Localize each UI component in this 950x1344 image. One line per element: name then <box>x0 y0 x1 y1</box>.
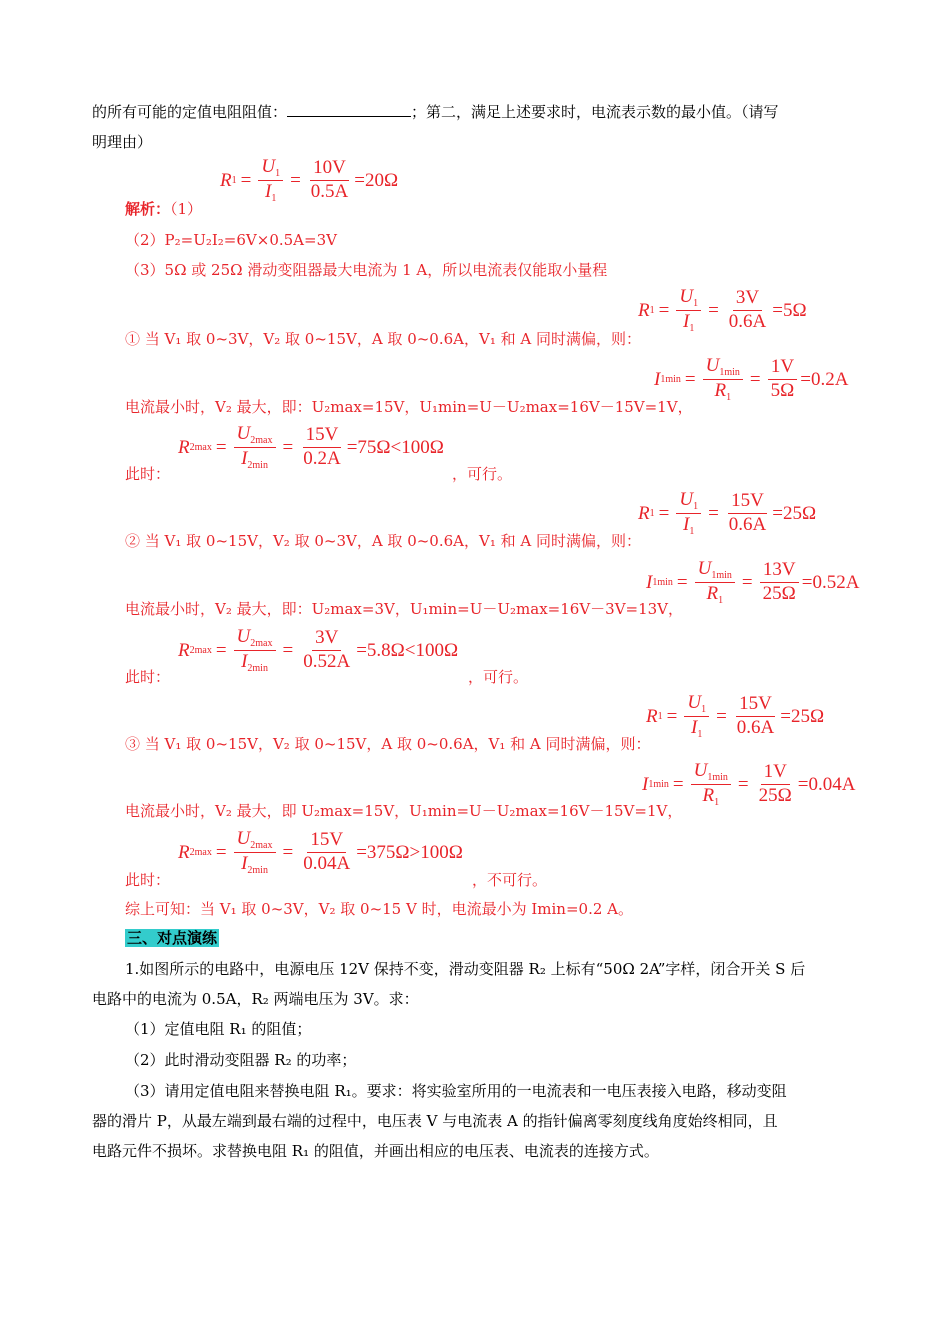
problem-sub-1: （1）定值电阻 R₁ 的阻值； <box>125 1020 312 1038</box>
case2-line-c: 此时： <box>125 668 171 686</box>
case3-eq-r1: R 1 = $\frac{U_1}{I_1}$ = $\frac{15V}{0.6A}$ =25Ω <box>646 692 825 740</box>
problem-line-2: 电路中的电流为 0.5A，R₂ 两端电压为 3V。求： <box>92 990 419 1008</box>
problem-sub-3-line-3: 电路元件不损坏。求替换电阻 R₁ 的阻值，并画出相应的电压表、电流表的连接方式。 <box>92 1142 659 1160</box>
section-heading <box>125 927 219 948</box>
case1-eq-r2max: R 2max = $\frac{U_{2max}}{I_{2min}}$ = $\frac{15V}{0.2A}$ =75Ω<100Ω <box>178 423 444 471</box>
case1-line-b: 电流最小时，V₂ 最大，即：U₂max=15V，U₁min=U－U₂max=16V－15V=1V， <box>125 398 693 416</box>
case1-eq-r1: R 1 = $\frac{U_1}{I_1}$ = $\frac{3V}{0.6A}$ =5Ω <box>638 286 807 334</box>
intro-text-b: ；第二，满足上述要求时，电流表示数的最小值。（请写 <box>411 103 779 121</box>
intro-line-2: 明理由） <box>92 133 153 151</box>
case2-line-c-end: ，可行。 <box>468 668 529 686</box>
intro-line-1 <box>92 101 779 122</box>
analysis-part-3: （3）5Ω 或 25Ω 滑动变阻器最大电流为 1 A，所以电流表仅能取小量程 <box>125 261 608 279</box>
case2-eq-r1: R 1 = $\frac{U_1}{I_1}$ = $\frac{15V}{0.6A}$ =25Ω <box>638 489 817 537</box>
problem-sub-2: （2）此时滑动变阻器 R₂ 的功率； <box>125 1051 357 1069</box>
case2-line-b: 电流最小时，V₂ 最大，即：U₂max=3V，U₁min=U－U₂max=16V－3V=13V， <box>125 600 684 618</box>
case1-line-c: 此时： <box>125 465 171 483</box>
case3-eq-imin: I 1min = $\frac{U_{1min}}{R_1}$ = $\frac{1V}{25\Omega}$ =0.04A <box>642 760 856 808</box>
problem-sub-3-line-2: 器的滑片 P，从最左端到最右端的过程中，电压表 V 与电流表 A 的指针偏离零刻度线角度始终相同，且 <box>92 1112 778 1130</box>
case3-line-b: 电流最小时，V₂ 最大，即 U₂max=15V，U₁min=U－U₂max=16V－15V=1V， <box>125 802 683 820</box>
section-title: 三、对点演练 <box>127 929 218 947</box>
case3-line-c: 此时： <box>125 871 171 889</box>
equation-r1-part1: R 1 = $\frac{U_1}{I_1}$ = $\frac{10V}{0.5A}$ =20Ω <box>220 156 399 204</box>
case1-eq-imin: I 1min = $\frac{U_{1min}}{R_1}$ = $\frac{1V}{5\Omega}$ =0.2A <box>654 355 849 403</box>
intro-text-a: 的所有可能的定值电阻阻值： <box>92 103 288 121</box>
problem-line-1: 1.如图所示的电路中，电源电压 12V 保持不变，滑动变阻器 R₂ 上标有“50Ω 2A”字样，闭合开关 S 后 <box>125 960 806 978</box>
case1-line-c-end: ，可行。 <box>452 465 513 483</box>
problem-sub-3-line-1: （3）请用定值电阻来替换电阻 R₁。要求：将实验室所用的一电流表和一电压表接入电路，移动变阻 <box>125 1082 787 1100</box>
case3-line-c-end: ，不可行。 <box>472 871 548 889</box>
analysis-part-2: （2）P₂=U₂I₂=6V×0.5A=3V <box>125 231 337 249</box>
case3-line-a: ③ 当 V₁ 取 0~15V，V₂ 取 0~15V，A 取 0~0.6A，V₁ 和 A 同时满偏，则： <box>125 735 651 753</box>
case2-eq-r2max: R 2max = $\frac{U_{2max}}{I_{2min}}$ = $\frac{3V}{0.52A}$ =5.8Ω<100Ω <box>178 626 459 674</box>
answer-blank <box>287 102 411 117</box>
analysis-label: 解析： <box>125 200 171 218</box>
analysis-part-1: （1） <box>170 200 203 218</box>
case3-eq-r2max: R 2max = $\frac{U_{2max}}{I_{2min}}$ = $\frac{15V}{0.04A}$ =375Ω>100Ω <box>178 828 463 876</box>
case2-line-a: ② 当 V₁ 取 0~15V，V₂ 取 0~3V，A 取 0~0.6A，V₁ 和 A 同时满偏，则： <box>125 532 641 550</box>
analysis-line-1 <box>125 198 202 219</box>
conclusion: 综上可知：当 V₁ 取 0~3V，V₂ 取 0~15 V 时，电流最小为 Imin=0.2 A。 <box>125 900 633 918</box>
case1-line-a: ① 当 V₁ 取 0~3V，V₂ 取 0~15V，A 取 0~0.6A，V₁ 和 A 同时满偏，则： <box>125 330 641 348</box>
case2-eq-imin: I 1min = $\frac{U_{1min}}{R_1}$ = $\frac{13V}{25\Omega}$ =0.52A <box>646 558 860 606</box>
